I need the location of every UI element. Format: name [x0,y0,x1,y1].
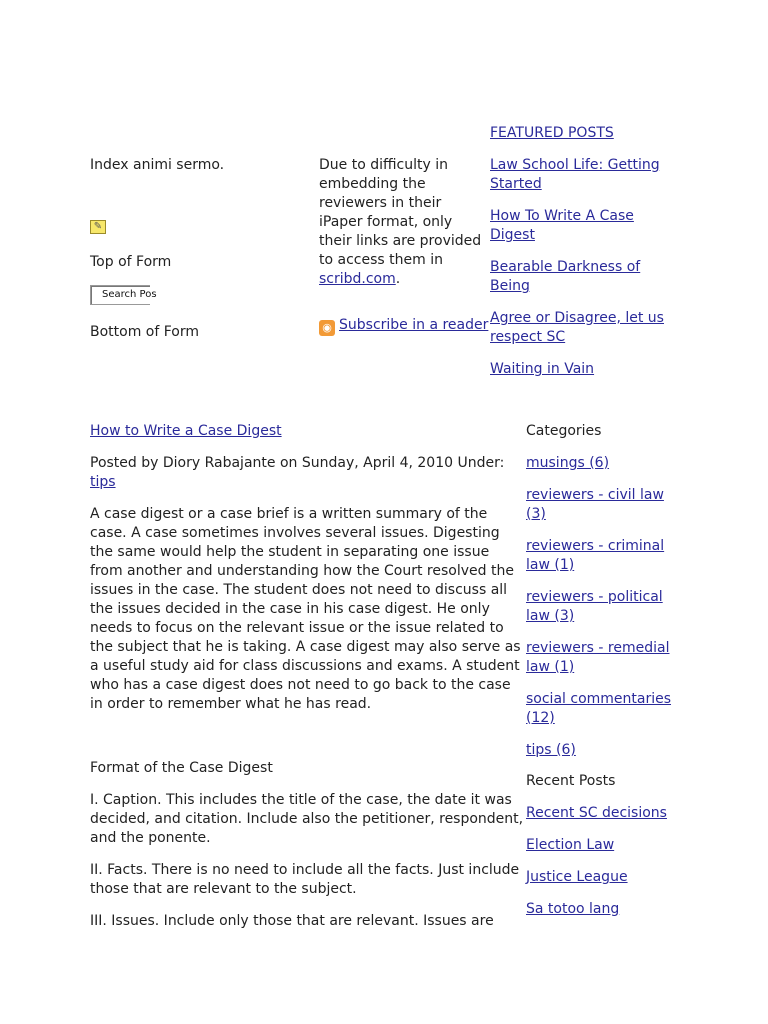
search-posts-button[interactable]: Search Pos [90,285,150,305]
recent-post-link[interactable]: Justice League [526,869,628,885]
featured-item[interactable]: How To Write A Case Digest [490,208,634,243]
rss-icon[interactable]: ◉ [319,320,335,336]
recent-post-link[interactable]: Recent SC decisions [526,805,667,821]
featured-posts-header[interactable]: FEATURED POSTS [490,125,614,141]
blog-tagline: Index animi sermo. [90,157,225,173]
article-intro: A case digest or a case brief is a written summary of the case. A case sometimes involves several issues. Digesting the same would help the student in separating one issue from another and understanding how the Court resolved the issues in the case. The student does not need to discuss all the issues decided in the case in his case digest. He only needs to focus on the relevant issue or the issue related to the subject that he is taking. A case digest may also serve as a useful study aid for class discussions and exams. A student who has a case digest does not need to go back to the case in order to remember what he has read. [90,506,521,712]
article-title-link[interactable]: How to Write a Case Digest [90,423,282,439]
caption-paragraph: I. Caption. This includes the title of the case, the date it was decided, and citation. Include also the petitioner, respondent, and the ponente. [90,792,524,846]
category-link[interactable]: reviewers - remedial law (1) [526,640,670,675]
category-link[interactable]: musings (6) [526,455,610,471]
category-link[interactable]: social commentaries (12) [526,691,672,726]
sidebar [526,422,686,932]
recent-post-link[interactable]: Sa totoo lang [526,901,620,917]
category-link[interactable]: tips (6) [526,742,576,758]
categories-header: Categories [526,423,602,439]
facts-paragraph: II. Facts. There is no need to include all the facts. Just include those that are relevant to the subject. [90,862,520,897]
bottom-of-form-label: Bottom of Form [90,324,200,340]
notice-text-end: . [395,271,401,287]
featured-item[interactable]: Law School Life: Getting Started [490,157,660,192]
post-meta [90,454,526,492]
recent-post-link[interactable]: Election Law [526,837,615,853]
subscribe-link[interactable]: Subscribe in a reader [339,317,489,333]
featured-item[interactable]: Bearable Darkness of Being [490,259,641,294]
top-of-form-label: Top of Form [90,254,172,270]
format-heading: Format of the Case Digest [90,760,273,776]
pen-icon[interactable]: ✎ [90,220,106,234]
featured-item[interactable]: Agree or Disagree, let us respect SC [490,310,664,345]
category-link[interactable]: reviewers - criminal law (1) [526,538,665,573]
recent-posts-header: Recent Posts [526,773,616,789]
subscribe-row[interactable] [319,316,488,336]
article [90,422,526,944]
tag-link-tips[interactable]: tips [90,474,116,490]
issues-paragraph: III. Issues. Include only those that are relevant. Issues are [90,913,494,929]
posted-by-text: Posted by Diory Rabajante on Sunday, April 4, 2010 Under: [90,455,505,471]
reviewers-notice [319,156,484,289]
category-link[interactable]: reviewers - civil law (3) [526,487,664,522]
featured-posts [490,124,670,392]
scribd-link[interactable]: scribd.com [319,271,396,287]
notice-text: Due to difficulty in embedding the reviewers in their iPaper format, only their links are provided to access them in [319,157,482,268]
category-link[interactable]: reviewers - political law (3) [526,589,663,624]
featured-item[interactable]: Waiting in Vain [490,361,595,377]
